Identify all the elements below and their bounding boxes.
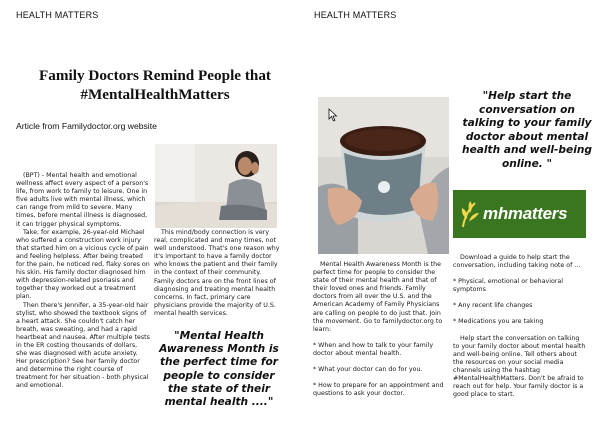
paragraph-intro: (BPT) - Mental health and emotional wellness affect every aspect of a person's life, from work to family to leisure. One in five adults live with mental illness, which can range from mild to severe. Many times, before mental illness is diagnosed, it can trigger physical symptoms. [16,172,149,228]
logo-text: mhmatters [483,204,568,223]
mhmatters-logo [453,190,586,238]
bullet-what-doctor: * What your doctor can do for you. [313,366,423,374]
bullet-life-changes: * Any recent life changes [453,302,533,310]
right-column-1 [313,261,448,398]
running-head-left: HEALTH MATTERS [16,10,99,20]
woman-photo [155,144,277,228]
paragraph-awareness-month: Mental Health Awareness Month is the perfect time for people to consider the state of their mental health and that of their loved ones and friends. Family doctors from all over the U.S. and the American Academy of Family Physicians are calling on people to do just that. Join the movement. Go to familydoctor.org to learn: [313,261,443,333]
paragraph-michael: Take, for example, 26-year-old Michael who suffered a construction work injury that started him on a vicious cycle of pain and feeling helpless. After being treated for the pain, he noticed red, flaky sores on his skin. His family doctor diagnosed him with depression-related psoriasis and together they worked out a treatment plan. [16,228,150,301]
mouse-cursor-icon [328,108,338,122]
leaf-icon [459,199,481,229]
pull-quote-right: "Help start the conversation on talking to your family doctor about mental health and well-being online. " [462,90,592,170]
bullet-medications: * Medications you are taking [453,318,544,326]
paragraph-download-guide: Download a guide to help start the conversation, including taking note of ... [453,254,581,270]
bullet-symptoms: * Physical, emotional or behavioral symptoms [453,278,563,294]
pull-quote-left: "Mental Health Awareness Month is the perfect time for people to consider the state of their mental health ...." [159,330,279,409]
running-head-right: HEALTH MATTERS [314,10,397,20]
right-column-2 [453,254,586,399]
article-source: Article from Familydoctor.org website [16,121,157,131]
left-column-2 [154,229,282,318]
article-title: Family Doctors Remind People that #MentalHealthMatters [39,67,271,103]
paragraph-help-start: Help start the conversation on talking to your family doctor about mental health and well-being online. Tell others about the resources on your social media channels using the hashtag #MentalHealthMatters. Don't be afraid to reach out for help. Your family doctor is a good place to start. [453,334,586,399]
right-page [300,0,600,424]
bullet-when-how: * When and how to talk to your family doctor about mental health. [313,341,434,357]
bullet-prepare: * How to prepare for an appointment and questions to ask your doctor. [313,382,444,398]
paragraph-mind-body: This mind/body connection is very real, complicated and many times, not well understood. That's one reason why it's important to have a family doctor who knows the patient and their family in the context of their community. Family doctors are on the front lines of diagnosing and treating mental health concerns. In fact, primary care physicians provide the majority of U.S. mental health services. [154,229,280,317]
left-column-1 [16,172,150,391]
paragraph-jennifer: Then there's Jennifer, a 35-year-old hair stylist, who showed the textbook signs of a heart attack. She couldn't catch her breath, was sweating, and had a rapid heartbeat and nausea. After multiple tests in the ER costing thousands of dollars, she was diagnosed with acute anxiety. Her prescription? See her family doctor and determine the right course of treatment for her situation - both physical and emotional. [16,301,150,390]
